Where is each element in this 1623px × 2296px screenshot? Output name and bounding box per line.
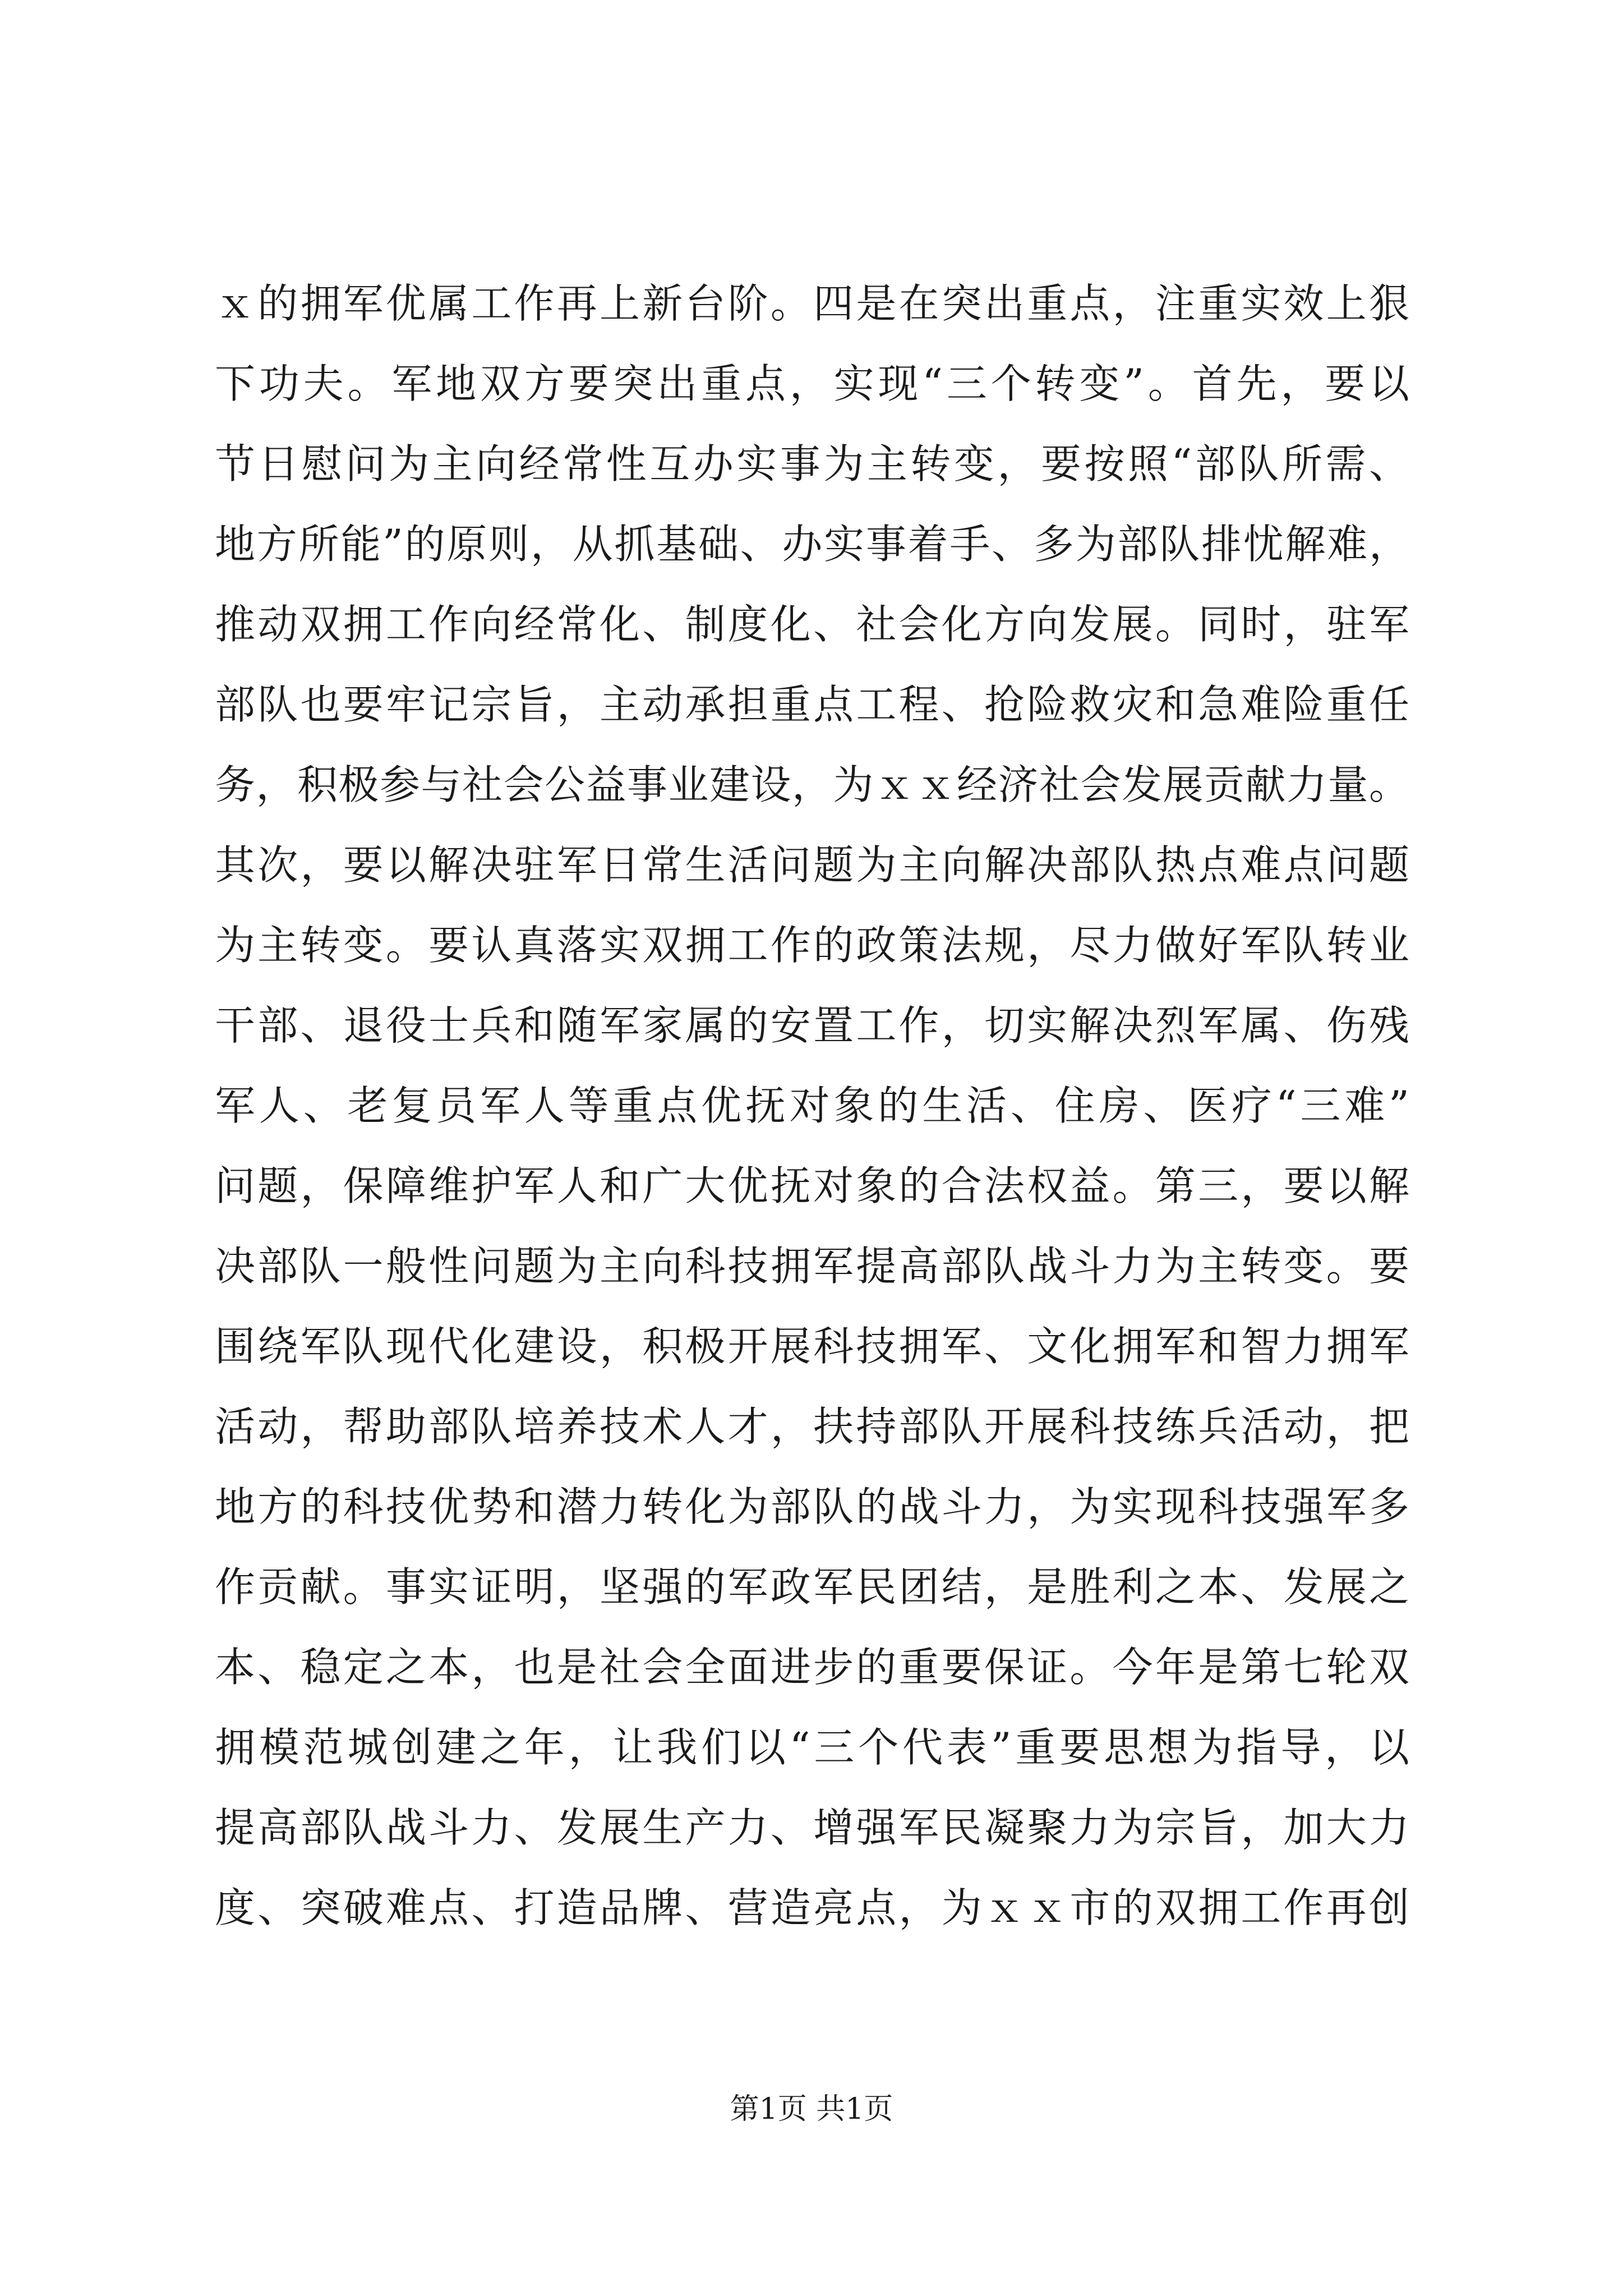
text-line-19: 拥模范城创建之年，让我们以“三个代表”重要思想为指导，以 xyxy=(215,1724,1409,1771)
text-line-5: 推动双拥工作向经常化、制度化、社会化方向发展。同时，驻军 xyxy=(215,601,1409,648)
text-line-11: 军人、老复员军人等重点优抚对象的生活、住房、医疗“三难” xyxy=(215,1082,1409,1129)
text-line-13: 决部队一般性问题为主向科技拥军提高部队战斗力为主转变。要 xyxy=(215,1243,1409,1290)
text-line-1: ｘ的拥军优属工作再上新台阶。四是在突出重点，注重实效上狠 xyxy=(215,280,1409,327)
text-line-14: 围绕军队现代化建设，积极开展科技拥军、文化拥军和智力拥军 xyxy=(215,1323,1409,1370)
text-line-10: 干部、退役士兵和随军家属的安置工作，切实解决烈军属、伤残 xyxy=(215,1002,1409,1049)
text-line-8: 其次，要以解决驻军日常生活问题为主向解决部队热点难点问题 xyxy=(215,841,1409,889)
text-line-9: 为主转变。要认真落实双拥工作的政策法规，尽力做好军队转业 xyxy=(215,922,1409,969)
text-line-16: 地方的科技优势和潜力转化为部队的战斗力，为实现科技强军多 xyxy=(215,1483,1409,1530)
text-line-15: 活动，帮助部队培养技术人才，扶持部队开展科技练兵活动，把 xyxy=(215,1403,1409,1450)
text-line-17: 作贡献。事实证明，坚强的军政军民团结，是胜利之本、发展之 xyxy=(215,1563,1409,1611)
text-line-12: 问题，保障维护军人和广大优抚对象的合法权益。第三，要以解 xyxy=(215,1162,1409,1209)
text-line-6: 部队也要牢记宗旨，主动承担重点工程、抢险救灾和急难险重任 xyxy=(215,681,1409,728)
text-line-4: 地方所能”的原则，从抓基础、办实事着手、多为部队排忧解难， xyxy=(215,521,1409,568)
body-text xyxy=(215,264,1409,1948)
text-line-20: 提高部队战斗力、发展生产力、增强军民凝聚力为宗旨，加大力 xyxy=(215,1804,1409,1851)
text-line-3: 节日慰问为主向经常性互办实事为主转变，要按照“部队所需、 xyxy=(215,440,1409,487)
text-line-18: 本、稳定之本，也是社会全面进步的重要保证。今年是第七轮双 xyxy=(215,1644,1409,1691)
page-footer: 第1页 共1页 xyxy=(730,2092,893,2126)
text-line-7: 务，积极参与社会公益事业建设，为ｘｘ经济社会发展贡献力量。 xyxy=(215,761,1409,808)
text-line-21: 度、突破难点、打造品牌、营造亮点，为ｘｘ市的双拥工作再创 xyxy=(215,1884,1409,1931)
text-line-2: 下功夫。军地双方要突出重点，实现“三个转变”。首先，要以 xyxy=(215,360,1409,407)
